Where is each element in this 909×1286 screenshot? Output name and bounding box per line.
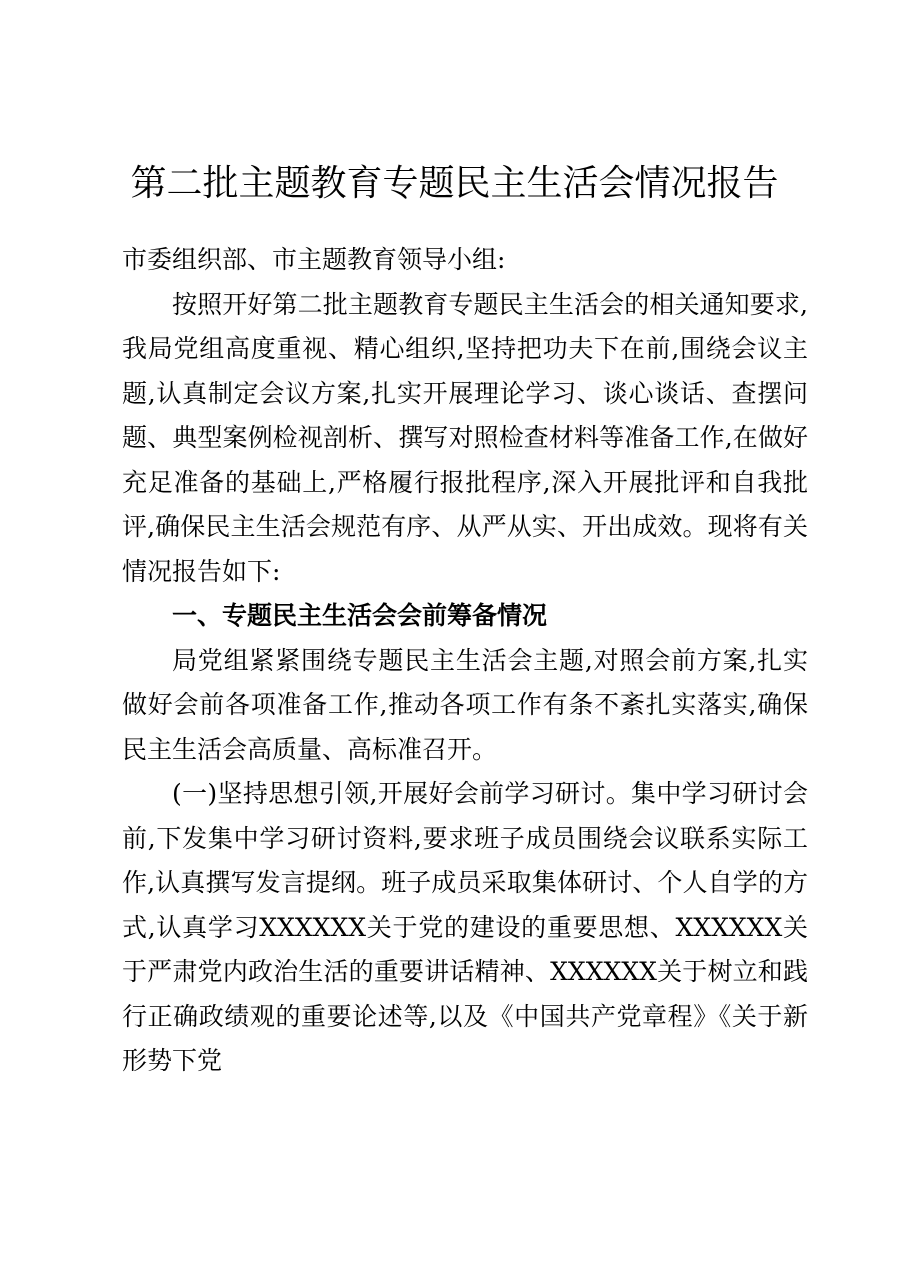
- section-paragraph: 局党组紧紧围绕专题民主生活会主题,对照会前方案,扎实做好会前各项准备工作,推动各项工作有条不紊扎实落实,确保民主生活会高质量、高标准召开。: [122, 645, 808, 764]
- section-heading: 一、专题民主生活会会前筹备情况: [172, 601, 548, 630]
- document-title: 第二批主题教育专题民主生活会情况报告: [130, 163, 779, 204]
- document-body: [122, 238, 808, 1084]
- subsection-paragraph: (一)坚持思想引领,开展好会前学习研讨。集中学习研讨会前,下发集中学习研讨资料,要求班子成员围绕会议联系实际工作,认真撰写发言提纲。班子成员采取集体研讨、个人自学的方式,认真学习XXXXXX关于党的建设的重要思想、XXXXXX关于严肃党内政治生活的重要讲话精神、XXXXXX关于树立和践行正确政绩观的重要论述等,以及《中国共产党章程》《关于新形势下党: [122, 779, 808, 1075]
- salutation: 市委组织部、市主题教育领导小组:: [122, 245, 506, 274]
- intro-paragraph: 按照开好第二批主题教育专题民主生活会的相关通知要求,我局党组高度重视、精心组织,坚持把功夫下在前,围绕会议主题,认真制定会议方案,扎实开展理论学习、谈心谈话、查摆问题、典型案例检视剖析、撰写对照检查材料等准备工作,在做好充足准备的基础上,严格履行报批程序,深入开展批评和自我批评,确保民主生活会规范有序、从严从实、开出成效。现将有关情况报告如下:: [122, 289, 808, 586]
